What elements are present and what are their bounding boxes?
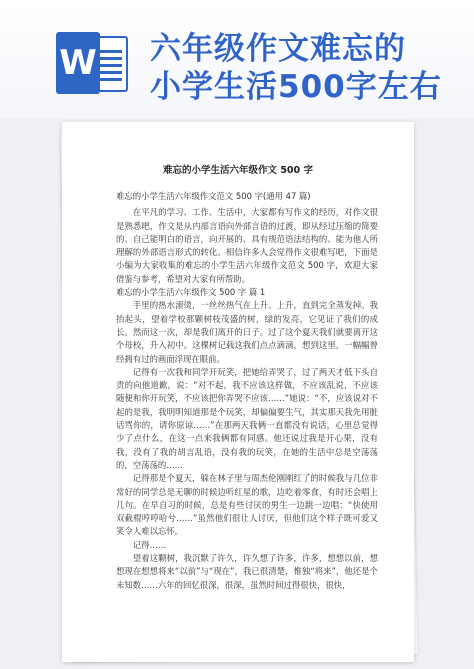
paragraph: 记得…… bbox=[132, 539, 167, 550]
paragraph: 望着这颗树，我沉默了许久，许久想了许多，许多，想想以前，想想现在想想将来“以前”与“现在”，我已很清楚，惟独“将来”，他还是个未知数……六年的回忆很深，很深，虽然时间过得很快，很快， bbox=[116, 553, 378, 590]
app-letter: W bbox=[56, 32, 100, 94]
intro-paragraph: 在平凡的学习、工作、生活中，大家都有写作文的经历，对作文很是熟悉吧，作文是从内部言语向外部言语的过渡，即从经过压缩的简要的、自己能明白的语言，向开展的、具有规范语法结构的、能为他人所理解的外部语言形式的转化。相信许多人会觉得作文很难写吧，下面是小编为大家收集的难忘的小学生活六年级作文范文 500 字，欢迎大家借鉴与参考，希望对大家有所帮助。 bbox=[116, 207, 378, 284]
banner-title-line2: 小学生活500字左右 bbox=[150, 69, 442, 105]
document-page bbox=[62, 122, 414, 662]
paragraph: 记得那是个夏天，躲在林子里与周杰伦刚刚红了的时候我与几位非常好的同学总是无聊的时候边听红星的歌，边吃着零食，有时还会唱上几句。在早自习的时候，总是有些讨厌的男生一边跳一边唱：“快使用双截棍哼哼哈兮……”虽然他们很让人讨厌，但他们这个样子既可爱又笑令人难以忘怀。 bbox=[116, 473, 378, 537]
document-title: 难忘的小学生活六年级作文 500 字 bbox=[163, 165, 313, 176]
paragraph: 手里的热水滚烫，一丝丝热气在上升。上升，直到完全蒸发掉。我抬起头，望着学校那颗树枝茂盛的树，绿的发亮，它见证了我们的成长。然而这一次，却是我们离开的日子。过了这个夏天我们就要离开这个母校，升入初中。这棵树记载这我们点点滴滴，想到这里，一幅幅曾经拥有过的画面浮现在眼前。 bbox=[116, 300, 378, 364]
banner-title-line1: 六年级作文难忘的 bbox=[150, 31, 406, 67]
document-body bbox=[116, 190, 378, 592]
word-document-icon bbox=[56, 32, 130, 94]
header-banner bbox=[0, 0, 474, 118]
section-heading: 难忘的小学生活六年级作文 500 字 篇 1 bbox=[116, 287, 266, 298]
paragraph: 记得有一次我和同学开玩笑，把她给弄哭了，过了两天才低下头自责的向他道歉，说：“对不起，我不应该这样做，不应该乱说，不应该随便和你开玩笑，不应该把你弄哭不应该……”她说：“不，应该说对不起的是我，我明明知道那是个玩笑，却偏偏要生气，其实那天我先用脏话骂你的，请你原谅……”在那两天我俩一直都没有说话，心里总觉得少了点什么，在这一点来我俩都有同感。他还说过我是开心果，没有我，没有了我的胡言乱语，没有我的玩笑，在她的生活中总是空荡荡的，空荡荡的…… bbox=[116, 366, 378, 470]
document-subtitle: 难忘的小学生活六年级作文范文 500 字(通用 47 篇) bbox=[116, 191, 311, 201]
